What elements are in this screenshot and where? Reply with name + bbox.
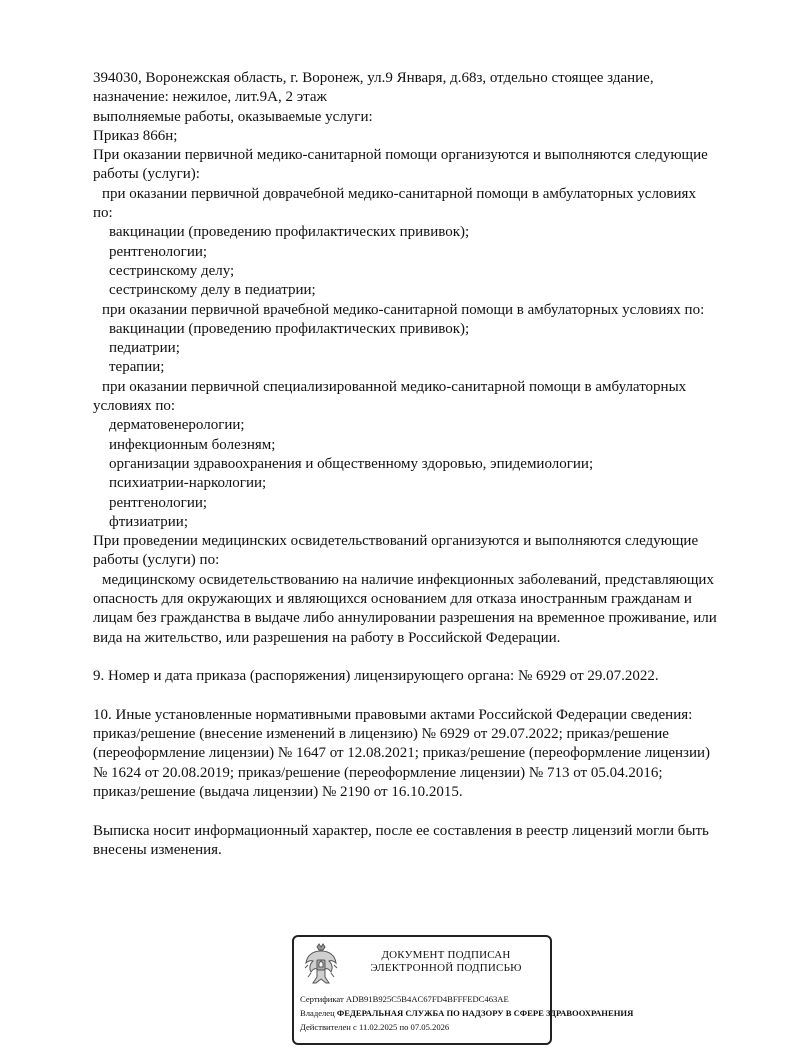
disclaimer-line-1: Выписка носит информационный характер, после ее составления в реестр лицензий могли быть	[93, 822, 709, 839]
exam-item-3: лицам без гражданства в выдаче либо аннулировании разрешения на временное проживание, или	[93, 610, 717, 627]
document-body	[93, 69, 758, 860]
works-heading: выполняемые работы, оказываемые услуги:	[93, 108, 373, 125]
specialized-heading-2: условиях по:	[93, 398, 176, 415]
stamp-certificate	[300, 994, 509, 1005]
section-10-line-5: приказ/решение (выдача лицензии) № 2190 от 16.10.2015.	[93, 783, 463, 800]
stamp-owner	[300, 1008, 633, 1019]
list-item: вакцинации (проведению профилактических прививок);	[109, 320, 470, 337]
prehospital-heading-2: по:	[93, 205, 113, 222]
address-line-1: 394030, Воронежская область, г. Воронеж, ул.9 Января, д.68з, отдельно стоящее здание,	[93, 70, 654, 86]
exam-item-1: медицинскому освидетельствованию на наличие инфекционных заболеваний, представляющих	[102, 571, 714, 588]
disclaimer-line-2: внесены изменения.	[93, 841, 222, 858]
list-item: фтизиатрии;	[109, 513, 188, 530]
primary-intro-2: работы (услуги):	[93, 166, 200, 183]
list-item: вакцинации (проведению профилактических прививок);	[109, 224, 470, 241]
section-10-line-4: № 1624 от 20.08.2019; приказ/решение (переоформление лицензии) № 713 от 05.04.2016;	[93, 764, 663, 781]
stamp-validity: Действителен с 11.02.2025 по 07.05.2026	[300, 1022, 450, 1032]
cert-value: ADB91B925C5B4AC67FD4BFFFEDC463AE	[345, 994, 509, 1004]
list-item: рентгенологии;	[109, 243, 208, 260]
list-item: дерматовенерологии;	[109, 417, 245, 434]
list-item: инфекционным болезням;	[109, 436, 276, 453]
stamp-title-line-1: ДОКУМЕНТ ПОДПИСАН	[381, 949, 511, 961]
electronic-signature-stamp	[292, 935, 634, 1045]
cert-label: Сертификат	[300, 994, 344, 1004]
doctor-heading: при оказании первичной врачебной медико-санитарной помощи в амбулаторных условиях по:	[102, 301, 705, 318]
exam-intro-2: работы (услуги) по:	[93, 552, 220, 569]
list-item: психиатрии-наркологии;	[109, 475, 267, 492]
list-item: рентгенологии;	[109, 494, 208, 511]
exam-item-2: опасность для окружающих и являющихся основанием для отказа иностранным гражданам и	[93, 591, 692, 608]
list-item: сестринскому делу;	[109, 262, 235, 279]
address-line-2: назначение: нежилое, лит.9А, 2 этаж	[93, 89, 327, 106]
list-item: организации здравоохранения и общественному здоровью, эпидемиологии;	[109, 455, 594, 472]
specialized-heading-1: при оказании первичной специализированной медико-санитарной помощи в амбулаторных	[102, 378, 687, 395]
stamp-title-line-2: ЭЛЕКТРОННОЙ ПОДПИСЬЮ	[370, 962, 522, 974]
exam-intro-1: При проведении медицинских освидетельствований организуются и выполняются следующие	[93, 533, 699, 550]
primary-intro-1: При оказании первичной медико-санитарной помощи организуются и выполняются следующие	[93, 147, 708, 164]
list-item: терапии;	[109, 359, 165, 376]
list-item: педиатрии;	[109, 340, 180, 357]
section-10-line-3: (переоформление лицензии) № 1647 от 12.08.2021; приказ/решение (переоформление лицензии)	[93, 745, 711, 762]
section-9: 9. Номер и дата приказа (распоряжения) лицензирующего органа: № 6929 от 29.07.2022.	[93, 668, 659, 685]
section-10-line-1: 10. Иные установленные нормативными правовыми актами Российской Федерации сведения:	[93, 706, 693, 723]
coat-of-arms-icon	[303, 943, 339, 989]
order-line: Приказ 866н;	[93, 127, 178, 144]
exam-item-4: вида на жительство, или разрешения на работу в Российской Федерации.	[93, 629, 561, 646]
section-10-line-2: приказ/решение (внесение изменений в лицензию) № 6929 от 29.07.2022; приказ/решение	[93, 726, 669, 743]
list-item: сестринскому делу в педиатрии;	[109, 282, 316, 299]
prehospital-heading-1: при оказании первичной доврачебной медико-санитарной помощи в амбулаторных условиях	[102, 185, 696, 202]
owner-value: ФЕДЕРАЛЬНАЯ СЛУЖБА ПО НАДЗОРУ В СФЕРЕ ЗДРАВООХРАНЕНИЯ	[336, 1008, 634, 1018]
owner-label: Владелец	[300, 1008, 335, 1018]
